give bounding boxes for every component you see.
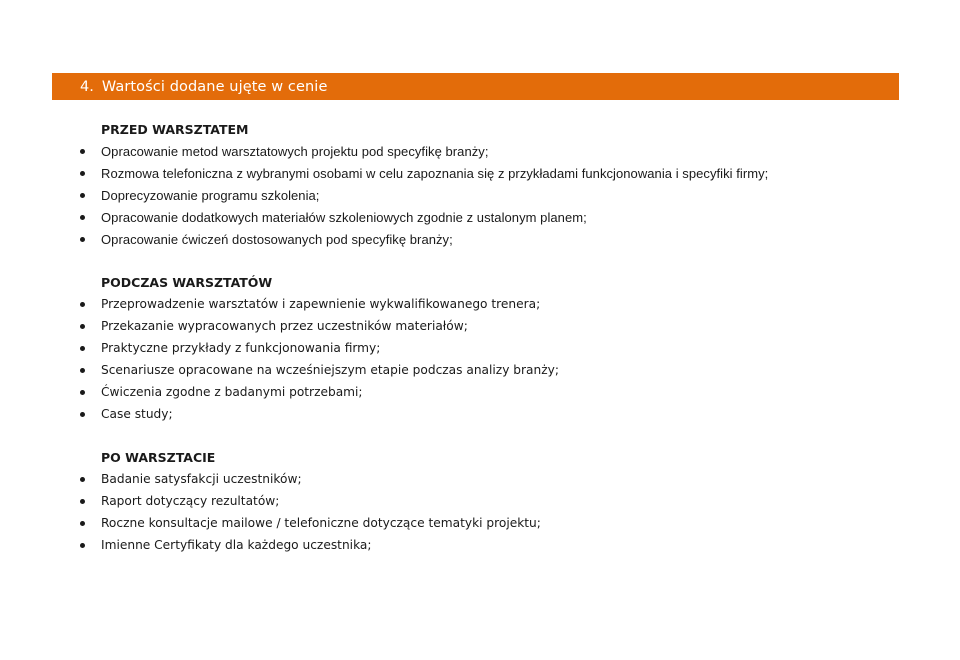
list-item xyxy=(0,231,960,251)
list-item xyxy=(0,318,960,338)
list-item xyxy=(0,187,960,207)
list-item xyxy=(0,209,960,229)
list-item xyxy=(0,537,960,557)
list-item xyxy=(0,515,960,535)
list-item xyxy=(0,384,960,404)
list-item-text: Doprecyzowanie programu szkolenia; xyxy=(101,188,320,203)
list-item-text: Praktyczne przykłady z funkcjonowania firmy; xyxy=(101,341,381,355)
list-item-text: Badanie satysfakcji uczestników; xyxy=(101,472,302,486)
heading-before-workshop: PRZED WARSZTATEM xyxy=(101,122,249,137)
list-item-text: Opracowanie metod warsztatowych projektu pod specyfikę branży; xyxy=(101,144,489,159)
bullet-icon xyxy=(80,521,85,526)
list-item xyxy=(0,340,960,360)
bullet-icon xyxy=(80,412,85,417)
section-header-bar xyxy=(52,73,899,100)
bullet-icon xyxy=(80,477,85,482)
list-item xyxy=(0,296,960,316)
list-item-text: Opracowanie ćwiczeń dostosowanych pod specyfikę branży; xyxy=(101,232,453,247)
list-item xyxy=(0,471,960,491)
list-item-text: Imienne Certyfikaty dla każdego uczestnika; xyxy=(101,538,372,552)
bullet-icon xyxy=(80,193,85,198)
bullet-icon xyxy=(80,390,85,395)
list-item-text: Ćwiczenia zgodne z badanymi potrzebami; xyxy=(101,385,363,399)
bullet-icon xyxy=(80,368,85,373)
bullet-icon xyxy=(80,237,85,242)
bullet-icon xyxy=(80,302,85,307)
bullet-icon xyxy=(80,171,85,176)
list-item xyxy=(0,165,960,185)
bullet-icon xyxy=(80,215,85,220)
heading-after-workshop: PO WARSZTACIE xyxy=(101,450,216,465)
section-title: Wartości dodane ujęte w cenie xyxy=(101,78,328,95)
list-item xyxy=(0,406,960,426)
list-item-text: Scenariusze opracowane na wcześniejszym etapie podczas analizy branży; xyxy=(101,363,559,377)
bullet-icon xyxy=(80,543,85,548)
bullet-icon xyxy=(80,149,85,154)
list-item-text: Roczne konsultacje mailowe / telefoniczne dotyczące tematyki projektu; xyxy=(101,516,541,530)
list-item xyxy=(0,143,960,163)
bullet-icon xyxy=(80,346,85,351)
section-number: 4. xyxy=(80,78,94,95)
list-item xyxy=(0,362,960,382)
bullet-icon xyxy=(80,324,85,329)
list-item-text: Case study; xyxy=(101,407,173,421)
bullet-icon xyxy=(80,499,85,504)
list-item-text: Przekazanie wypracowanych przez uczestników materiałów; xyxy=(101,319,468,333)
heading-during-workshop: PODCZAS WARSZTATÓW xyxy=(101,275,273,290)
list-item xyxy=(0,493,960,513)
list-item-text: Rozmowa telefoniczna z wybranymi osobami w celu zapoznania się z przykładami funkcjonowania i specyfiki firmy; xyxy=(101,166,769,181)
list-item-text: Przeprowadzenie warsztatów i zapewnienie wykwalifikowanego trenera; xyxy=(101,297,541,311)
list-item-text: Opracowanie dodatkowych materiałów szkoleniowych zgodnie z ustalonym planem; xyxy=(101,210,587,225)
list-item-text: Raport dotyczący rezultatów; xyxy=(101,494,280,508)
